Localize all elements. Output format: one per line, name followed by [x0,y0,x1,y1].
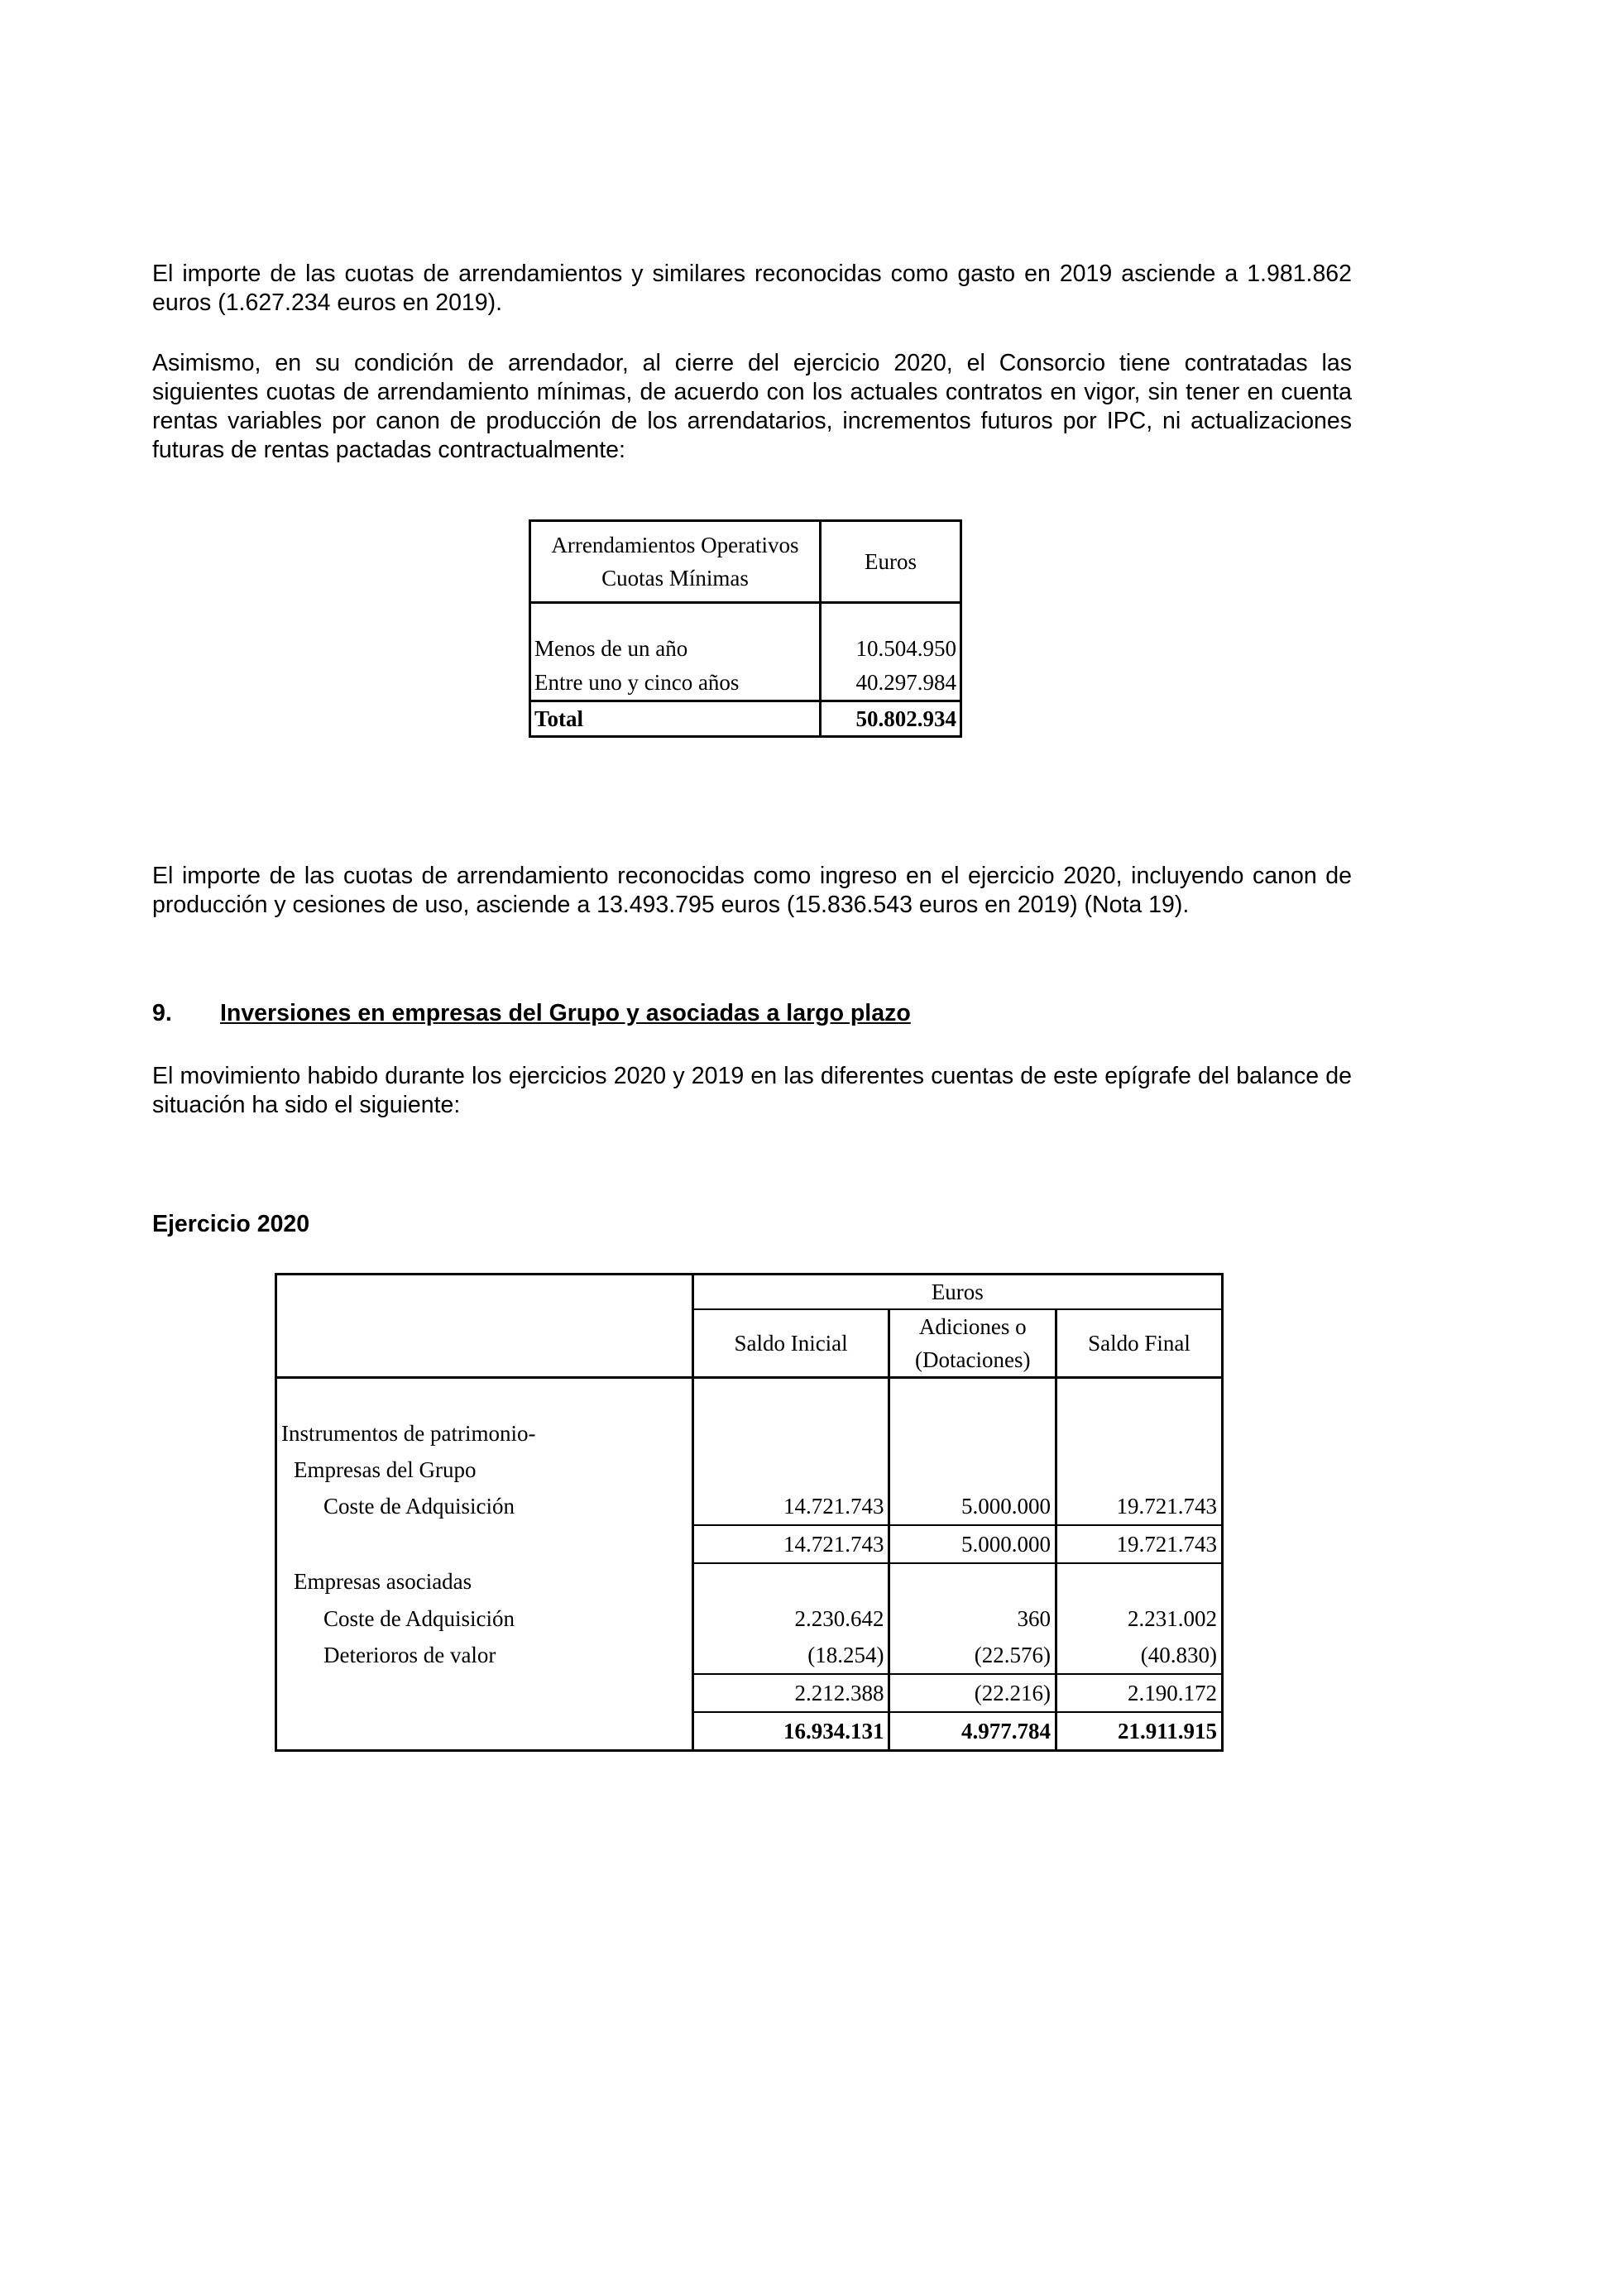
section-heading [152,1000,911,1027]
total-row [530,701,961,737]
table-row [276,1600,1223,1637]
adiciones-value: 360 [889,1600,1056,1637]
table-row [276,1637,1223,1674]
row-label: Coste de Adquisición [276,1600,693,1637]
adiciones-value: (22.576) [889,1637,1056,1674]
header-concept [530,521,821,603]
subtotal-adiciones: 5.000.000 [889,1525,1056,1563]
header-saldo-inicial: Saldo Inicial [692,1309,889,1378]
row-label: Coste de Adquisición [276,1488,693,1525]
table-row [530,666,961,701]
header-line-1: Arrendamientos Operativos [551,533,799,557]
saldo-inicial-value: 2.230.642 [692,1600,889,1637]
investments-table [275,1273,1224,1752]
row-value: 10.504.950 [821,632,961,666]
row-label: Menos de un año [530,632,821,666]
header-adiciones-line-2: (Dotaciones) [915,1347,1031,1372]
saldo-final-value: 19.721.743 [1056,1488,1222,1525]
exercise-subheading: Ejercicio 2020 [152,1211,310,1237]
total-adiciones: 4.977.784 [889,1712,1056,1751]
adiciones-value: 5.000.000 [889,1488,1056,1525]
subtotal-saldo-inicial: 2.212.388 [692,1674,889,1712]
paragraph-movement-intro: El movimiento habido durante los ejercicios 2020 y 2019 en las diferentes cuentas de este epígrafe del balance de situación ha sido el siguiente: [152,1063,1352,1118]
table-row [276,1488,1223,1525]
subtotal-row [276,1674,1223,1712]
total-row [276,1712,1223,1751]
table-row [276,1415,1223,1452]
header-euros: Euros [692,1275,1222,1310]
subtotal-saldo-final: 19.721.743 [1056,1525,1222,1563]
header-saldo-final: Saldo Final [1056,1309,1222,1378]
subtotal-adiciones: (22.216) [889,1674,1056,1712]
table-row [276,1452,1223,1488]
row-label-grupo: Empresas del Grupo [276,1452,693,1488]
table-header-row [276,1275,1223,1310]
paragraph-lessor-intro: Asimismo, en su condición de arrendador, al cierre del ejercicio 2020, el Consorcio tiene contratadas las siguientes cuotas de arrendamiento mínimas, de acuerdo con los actuales contratos en vigor, sin tener en cuenta rentas variables por canon de producción de los arrendatarios, incrementos futuros por IPC, ni actualizaciones futuras de rentas pactadas contractualmente: [152,350,1352,463]
total-value: 50.802.934 [821,701,961,737]
total-saldo-final: 21.911.915 [1056,1712,1222,1751]
lease-minimum-payments-table [529,519,962,738]
row-value: 40.297.984 [821,666,961,701]
header-adiciones-line-1: Adiciones o [918,1314,1027,1339]
header-adiciones [889,1309,1056,1378]
table-row [530,632,961,666]
paragraph-lease-expense: El importe de las cuotas de arrendamientos y similares reconocidas como gasto en 2019 asciende a 1.981.862 euros (1.627.234 euros en 2019). [152,261,1352,316]
saldo-final-value: 2.231.002 [1056,1600,1222,1637]
saldo-inicial-value: 14.721.743 [692,1488,889,1525]
section-number: 9. [152,1000,172,1026]
header-line-2: Cuotas Mínimas [601,566,749,591]
row-label: Deterioros de valor [276,1637,693,1674]
section-title: Inversiones en empresas del Grupo y asociadas a largo plazo [220,1000,911,1026]
total-saldo-inicial: 16.934.131 [692,1712,889,1751]
subtotal-saldo-final: 2.190.172 [1056,1674,1222,1712]
row-label: Entre uno y cinco años [530,666,821,701]
table-header-row [530,521,961,603]
subtotal-row [276,1525,1223,1563]
table-row [276,1563,1223,1600]
saldo-final-value: (40.830) [1056,1637,1222,1674]
paragraph-lease-income: El importe de las cuotas de arrendamiento reconocidas como ingreso en el ejercicio 2020, incluyendo canon de producción y cesiones de uso, asciende a 13.493.795 euros (15.836.543 euros en 2019) (Nota 19). [152,863,1352,918]
saldo-inicial-value: (18.254) [692,1637,889,1674]
total-label: Total [530,701,821,737]
header-euros: Euros [821,521,961,603]
subtotal-saldo-inicial: 14.721.743 [692,1525,889,1563]
row-label-asociadas: Empresas asociadas [276,1563,693,1600]
row-label-instrumentos: Instrumentos de patrimonio- [276,1415,693,1452]
